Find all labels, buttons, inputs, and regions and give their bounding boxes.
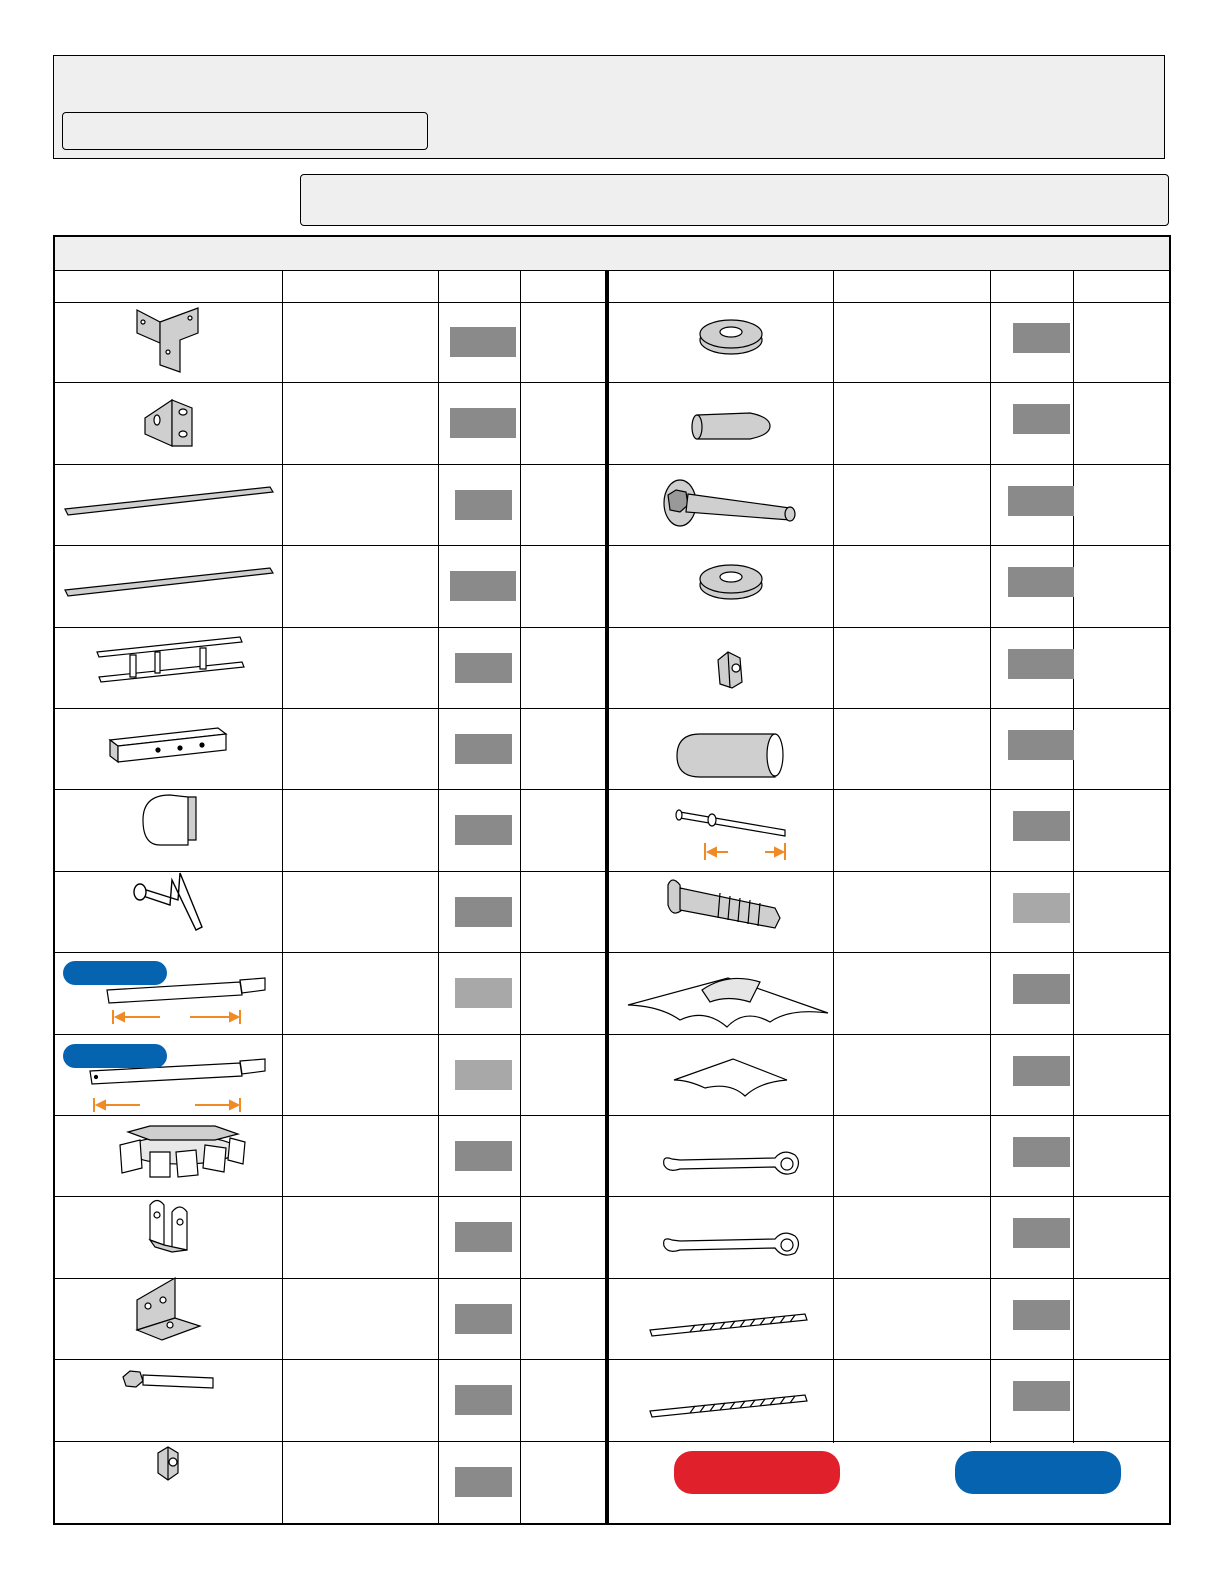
u-bracket-icon bbox=[150, 1201, 187, 1253]
end-cap-icon bbox=[692, 413, 770, 439]
blue-label-button bbox=[955, 1451, 1121, 1494]
spring-clip-icon bbox=[134, 873, 202, 930]
pin-rod-icon bbox=[676, 810, 785, 836]
long-rail-icon bbox=[65, 568, 273, 596]
combination-wrench-icon bbox=[664, 1233, 799, 1255]
red-label-button bbox=[674, 1451, 840, 1494]
ground-stake-icon bbox=[650, 1314, 807, 1336]
flat-washer-icon bbox=[700, 320, 762, 354]
canopy-top-icon bbox=[628, 978, 828, 1027]
l-bracket-icon bbox=[137, 1278, 200, 1340]
square-tube-icon bbox=[110, 728, 226, 762]
lock-nut-icon bbox=[718, 652, 742, 688]
pole-label-badge bbox=[63, 1044, 167, 1068]
hex-nut-icon bbox=[158, 1447, 178, 1480]
ground-stake-icon bbox=[650, 1395, 807, 1417]
angle-bracket-icon bbox=[145, 400, 192, 446]
flat-washer-icon bbox=[700, 565, 762, 599]
ladder-frame-icon bbox=[97, 637, 244, 682]
pole-label-badge bbox=[63, 961, 167, 985]
long-rail-icon bbox=[65, 487, 273, 515]
combination-wrench-icon bbox=[664, 1152, 799, 1174]
tube-cap-icon bbox=[143, 795, 196, 845]
large-end-cap-icon bbox=[677, 734, 783, 777]
wood-screw-icon bbox=[668, 880, 780, 928]
carriage-bolt-icon bbox=[664, 480, 795, 526]
corner-bracket-icon bbox=[137, 308, 198, 372]
canopy-vent-icon bbox=[674, 1059, 787, 1096]
hub-connector-icon bbox=[120, 1126, 245, 1177]
hex-bolt-icon bbox=[123, 1371, 213, 1388]
